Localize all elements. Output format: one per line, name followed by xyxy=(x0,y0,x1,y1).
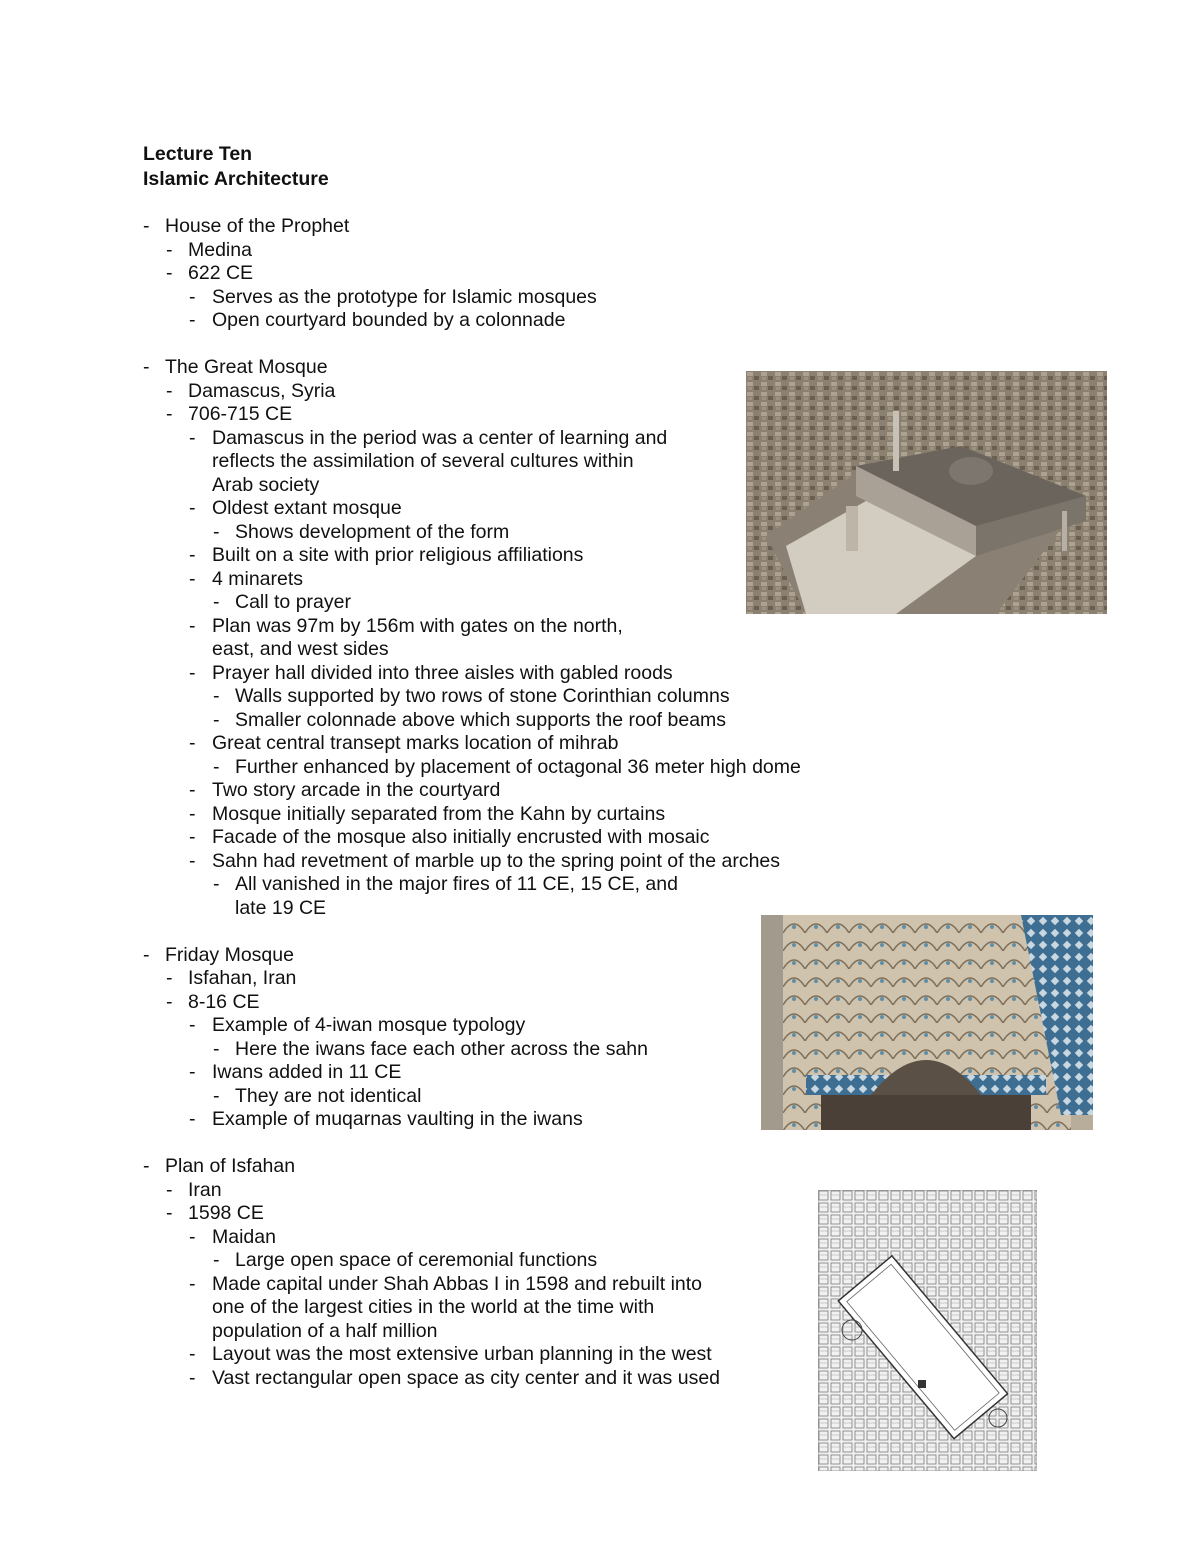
outline-text: one of the largest cities in the world at the time with xyxy=(212,1296,655,1318)
bullet-dash: - xyxy=(143,356,150,378)
outline-text: Facade of the mosque also initially encrusted with mosaic xyxy=(212,826,710,848)
bullet-dash: - xyxy=(213,1249,220,1271)
outline-text: Prayer hall divided into three aisles with gabled roods xyxy=(212,661,673,684)
outline-text: Damascus in the period was a center of learning and xyxy=(212,426,668,449)
outline-text: Made capital under Shah Abbas I in 1598 and rebuilt into xyxy=(212,1272,703,1295)
outline-text: east, and west sides xyxy=(212,638,389,660)
outline-text: Open courtyard bounded by a colonnade xyxy=(212,309,566,331)
outline-text: Isfahan, Iran xyxy=(188,967,297,989)
bullet-dash: - xyxy=(189,567,196,590)
bullet-dash: - xyxy=(189,1108,196,1130)
bullet-dash: - xyxy=(166,967,173,989)
section-gap xyxy=(143,333,903,357)
bullet-dash: - xyxy=(166,1202,173,1224)
outline-text: Two story arcade in the courtyard xyxy=(212,779,501,801)
bullet-dash: - xyxy=(213,873,220,895)
outline-line-level-3 xyxy=(143,709,903,733)
bullet-dash: - xyxy=(143,1155,150,1177)
bullet-dash: - xyxy=(189,1061,196,1083)
outline-line-level-0 xyxy=(143,1155,903,1179)
bullet-dash: - xyxy=(213,685,220,707)
outline-text: Maidan xyxy=(212,1225,276,1248)
outline-text: Further enhanced by placement of octagonal 36 meter high dome xyxy=(235,755,801,778)
bullet-dash: - xyxy=(189,779,196,801)
outline-line-level-2 xyxy=(143,1320,903,1344)
outline-line-level-2 xyxy=(143,662,903,686)
outline-text: Plan was 97m by 156m with gates on the north, xyxy=(212,614,623,637)
isfahan-plan-drawing xyxy=(818,1190,1037,1471)
outline-line-level-2 xyxy=(143,286,903,310)
bullet-dash: - xyxy=(166,262,173,284)
outline-text: Friday Mosque xyxy=(165,943,294,966)
outline-text: Iran xyxy=(188,1178,222,1201)
outline-text: late 19 CE xyxy=(235,896,327,919)
outline-text: Built on a site with prior religious affiliations xyxy=(212,544,584,566)
outline-text: reflects the assimilation of several cultures within xyxy=(212,450,634,472)
outline-line-level-2 xyxy=(143,1226,903,1250)
bullet-dash: - xyxy=(189,1225,196,1248)
outline-line-level-0 xyxy=(143,215,903,239)
outline-text: Damascus, Syria xyxy=(188,379,336,402)
outline-text: 8-16 CE xyxy=(188,990,260,1013)
outline-text: Plan of Isfahan xyxy=(165,1155,296,1177)
outline-text: 622 CE xyxy=(188,262,254,284)
outline-text: 706-715 CE xyxy=(188,403,293,425)
outline-line-level-1 xyxy=(143,239,903,263)
outline-text: Layout was the most extensive urban planning in the west xyxy=(212,1343,712,1365)
friday-mosque-iwan-photo xyxy=(761,915,1093,1130)
outline-line-level-2 xyxy=(143,615,903,639)
bullet-dash: - xyxy=(166,379,173,402)
outline-text: Medina xyxy=(188,238,252,261)
bullet-dash: - xyxy=(189,826,196,848)
outline-text: Vast rectangular open space as city center and it was used xyxy=(212,1366,721,1389)
outline-line-level-2 xyxy=(143,779,903,803)
bullet-dash: - xyxy=(189,285,196,308)
outline-text: Large open space of ceremonial functions xyxy=(235,1249,598,1271)
bullet-dash: - xyxy=(189,544,196,566)
outline-text: Call to prayer xyxy=(235,591,351,613)
bullet-dash: - xyxy=(166,1178,173,1201)
outline-line-level-2 xyxy=(143,1273,903,1297)
outline-line-level-1 xyxy=(143,1202,903,1226)
bullet-dash: - xyxy=(166,990,173,1013)
outline-line-level-1 xyxy=(143,262,903,286)
outline-text: 4 minarets xyxy=(212,567,304,590)
outline-line-level-2 xyxy=(143,309,903,333)
bullet-dash: - xyxy=(213,755,220,778)
bullet-dash: - xyxy=(189,1343,196,1365)
bullet-dash: - xyxy=(213,1037,220,1060)
outline-line-level-2 xyxy=(143,1343,903,1367)
outline-text: House of the Prophet xyxy=(165,215,350,237)
outline-text: 1598 CE xyxy=(188,1202,264,1224)
great-mosque-photo xyxy=(746,371,1107,614)
outline-text: Serves as the prototype for Islamic mosques xyxy=(212,285,597,308)
bullet-dash: - xyxy=(213,591,220,613)
bullet-dash: - xyxy=(189,1272,196,1295)
bullet-dash: - xyxy=(143,943,150,966)
bullet-dash: - xyxy=(213,520,220,543)
outline-text: Sahn had revetment of marble up to the spring point of the arches xyxy=(212,849,781,872)
outline-line-level-3 xyxy=(143,756,903,780)
outline-text: Here the iwans face each other across the sahn xyxy=(235,1037,648,1060)
outline-line-level-2 xyxy=(143,850,903,874)
bullet-dash: - xyxy=(213,708,220,731)
bullet-dash: - xyxy=(213,1084,220,1107)
bullet-dash: - xyxy=(166,238,173,261)
bullet-dash: - xyxy=(143,215,150,237)
bullet-dash: - xyxy=(189,497,196,519)
page-subtitle: Islamic Architecture xyxy=(143,168,329,190)
bullet-dash: - xyxy=(189,1014,196,1036)
outline-text: They are not identical xyxy=(235,1084,422,1107)
bullet-dash: - xyxy=(189,802,196,825)
outline-text: Oldest extant mosque xyxy=(212,497,402,519)
outline-line-level-1 xyxy=(143,1179,903,1203)
bullet-dash: - xyxy=(166,403,173,425)
outline-text: Arab society xyxy=(212,473,320,496)
outline-text: All vanished in the major fires of 11 CE, 15 CE, and xyxy=(235,873,678,895)
outline-text: Example of muqarnas vaulting in the iwans xyxy=(212,1108,583,1130)
bullet-dash: - xyxy=(189,614,196,637)
outline-line-level-2 xyxy=(143,638,903,662)
outline-text: Great central transept marks location of mihrab xyxy=(212,732,619,754)
outline-line-level-2 xyxy=(143,1367,903,1391)
outline-line-level-3 xyxy=(143,685,903,709)
outline-line-level-2 xyxy=(143,826,903,850)
bullet-dash: - xyxy=(189,309,196,331)
bullet-dash: - xyxy=(189,426,196,449)
outline-line-level-2 xyxy=(143,803,903,827)
outline-text: Example of 4-iwan mosque typology xyxy=(212,1014,526,1036)
bullet-dash: - xyxy=(189,1366,196,1389)
outline-text: Shows development of the form xyxy=(235,520,510,543)
outline-text: population of a half million xyxy=(212,1319,438,1342)
bullet-dash: - xyxy=(189,732,196,754)
outline-line-level-2 xyxy=(143,732,903,756)
outline-line-level-3 xyxy=(143,1249,903,1273)
outline-line-level-3 xyxy=(143,873,903,897)
outline-text: Mosque initially separated from the Kahn by curtains xyxy=(212,802,666,825)
bullet-dash: - xyxy=(189,661,196,684)
outline-text: The Great Mosque xyxy=(165,356,328,378)
section-gap xyxy=(143,1132,903,1156)
bullet-dash: - xyxy=(189,849,196,872)
outline-text: Smaller colonnade above which supports the roof beams xyxy=(235,708,727,731)
outline-text: Walls supported by two rows of stone Corinthian columns xyxy=(235,685,730,707)
page-title: Lecture Ten xyxy=(143,143,253,165)
outline-line-level-2 xyxy=(143,1296,903,1320)
outline-text: Iwans added in 11 CE xyxy=(212,1061,402,1083)
